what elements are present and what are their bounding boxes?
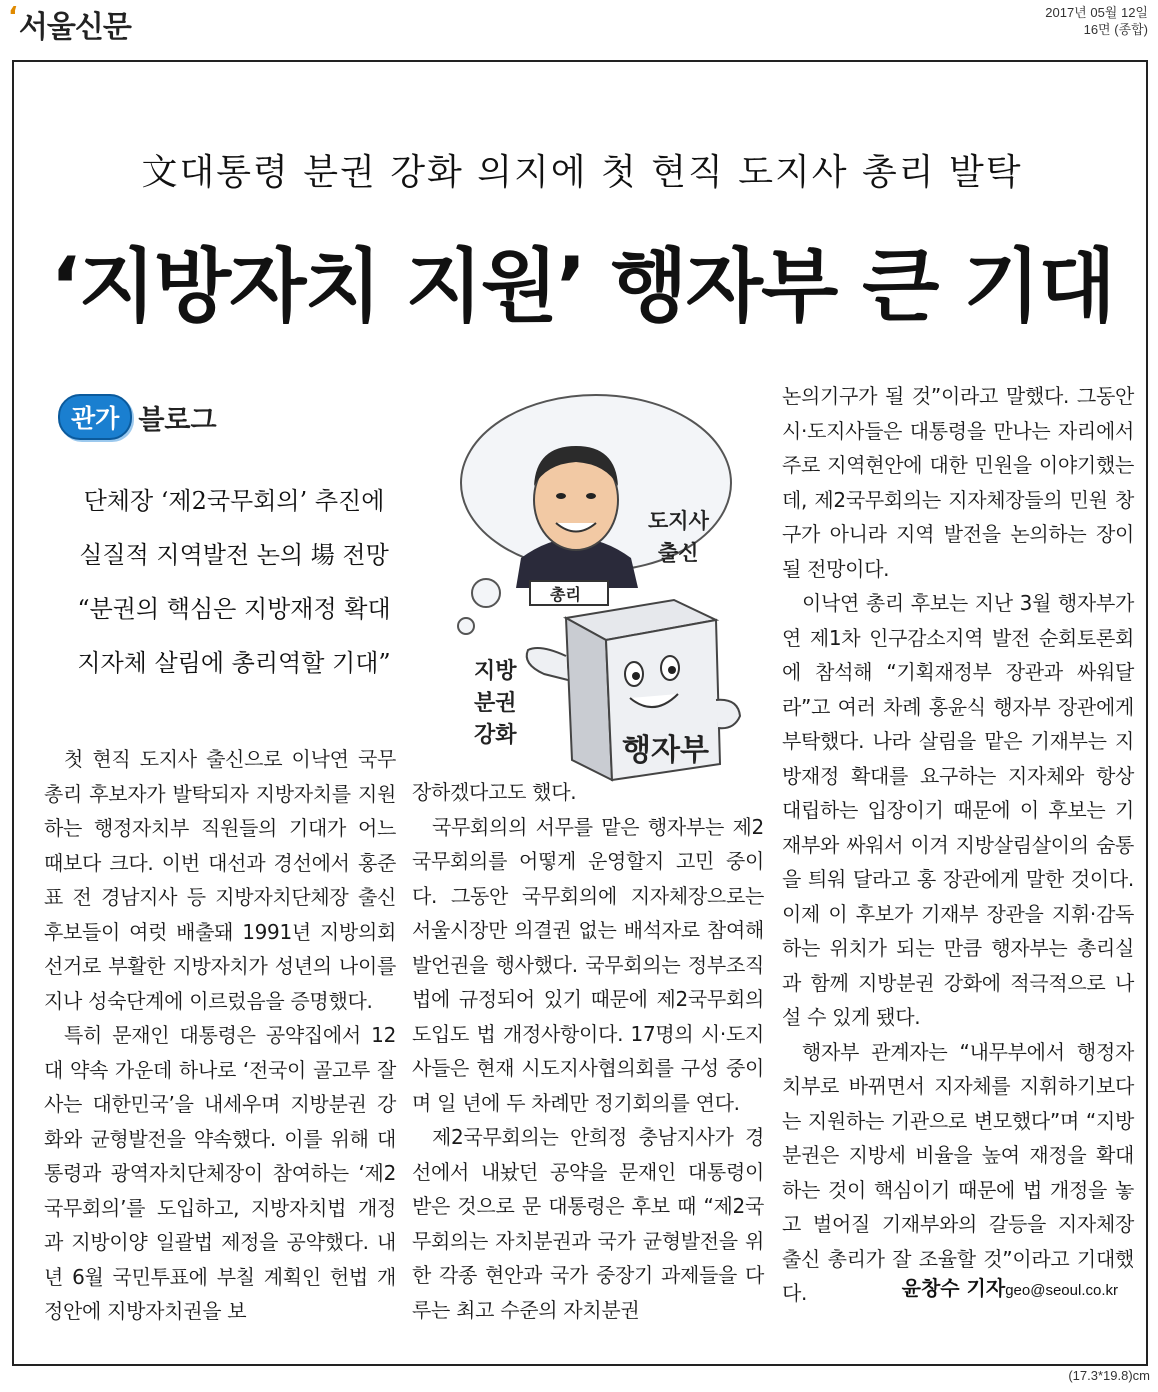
bubble-text-1: 도지사	[648, 509, 709, 533]
eye-shape	[556, 493, 566, 499]
blog-label: 블로그	[138, 404, 217, 436]
bubble-text-2: 출신	[658, 541, 699, 565]
byline-name: 윤창수 기자	[901, 1276, 1006, 1300]
box-arm	[527, 648, 568, 680]
body-paragraph: 행자부 관계자는 “내무부에서 행정자치부로 바뀌면서 지자체를 지휘하기보다는 지원하는 기관으로 변모했다”며 “지방분권은 지방세 비율을 높여 재정을 확대하는 것이 핵심이기 때문에 법 개정을 놓고 벌어질 기재부와의 갈등을 지자체장 출신 총리가 잘 조율할 것”이라고 기대했다.	[782, 1039, 1134, 1305]
article-column-1	[44, 742, 396, 1329]
lead-line: 단체장 ‘제2국무회의’ 추진에	[83, 487, 385, 515]
byline	[902, 1272, 1118, 1301]
issue-page: 16면 (종합)	[1083, 22, 1148, 37]
article-frame	[12, 60, 1148, 1366]
body-paragraph: 논의기구가 될 것”이라고 말했다. 그동안 시·도지사들은 대통령을 만나는 자리에서 주로 지역현안에 대한 민원을 이야기했는데, 제2국무회의는 지자체장들의 민원 창구가 아니라 지역 발전을 논의하는 장이 될 전망이다.	[782, 384, 1134, 581]
article-headline: ‘지방자치 지원’ 행자부 큰 기대	[50, 240, 1114, 333]
box-pupil	[632, 672, 640, 680]
masthead-logo	[8, 2, 131, 46]
body-paragraph: 제2국무회의는 안희정 충남지사가 경선에서 내놨던 공약을 문재인 대통령이 받은 것으로 문 대통령은 후보 때 “제2국무회의는 자치분권과 국가 균형발전을 위한 각종 현안과 국가 중장기 과제들을 다루는 최고 수준의 자치분권	[412, 1125, 764, 1322]
box-arm	[716, 700, 740, 728]
article-column-3	[782, 379, 1134, 1311]
box-pupil	[668, 666, 676, 674]
cartoon-illustration	[416, 388, 776, 788]
article-subheadline: 文대통령 분권 강화 의지에 첫 현직 도지사 총리 발탁	[141, 152, 1023, 193]
byline-email: geo@seoul.co.kr	[1005, 1282, 1118, 1299]
bubble-dot	[458, 618, 474, 634]
nameplate-text: 총리	[550, 585, 581, 604]
body-paragraph: 국무회의의 서무를 맡은 행자부는 제2국무회의를 어떻게 운영할지 고민 중이다. 그동안 국무회의에 지자체장으로는 서울시장만 의결권 없는 배석자로 참여해 발언권을 행사했다. 국무회의는 정부조직법에 규정되어 있기 때문에 제2국무회의 도입도 법 개정사항이다. 17명의 시·도지사들은 현재 시도지사협의회를 구성 중이며 일 년에 두 차례만 정기회의를 연다.	[412, 814, 764, 1115]
side-text-2: 분권	[474, 691, 517, 716]
body-paragraph: 첫 현직 도지사 출신으로 이낙연 국무총리 후보자가 발탁되자 지방자치를 지원하는 행정자치부 직원들의 기대가 어느 때보다 크다. 이번 대선과 경선에서 홍준표 전 경남지사 등 지방자치단체장 출신 후보들이 여럿 배출돼 1991년 지방의회 선거로 부활한 지방자치가 성년의 나이를 지나 성숙단계에 이르렀음을 증명했다.	[44, 747, 396, 1013]
eye-shape	[586, 493, 596, 499]
article-size: (17.3*19.8)cm	[1068, 1368, 1150, 1383]
body-paragraph: 이낙연 총리 후보는 지난 3월 행자부가 연 제1차 인구감소지역 발전 순회토론회에 참석해 “기획재정부 장관과 싸워달라”고 여러 차례 홍윤식 행자부 장관에게 부탁했다. 나라 살림을 맡은 기재부는 지방재정 확대를 요구하는 지자체와 항상 대립하는 입장이기 때문에 이 후보는 기재부와 싸워서 이겨 지방살림살이의 숨통을 틔워 달라고 홍 장관에게 말한 것이다. 이제 이 후보가 기재부 장관을 지휘·감독하는 위치가 되는 만큼 행자부는 총리실과 함께 지방분권 강화에 적극적으로 나설 수 있게 됐다.	[782, 591, 1134, 1029]
issue-date: 2017년 05월 12일	[1045, 5, 1148, 20]
lead-summary	[44, 474, 424, 690]
blog-badge: 관가	[58, 394, 132, 440]
bubble-dot	[472, 579, 500, 607]
side-text-1: 지방	[474, 659, 517, 684]
masthead-name: 서울신문	[18, 10, 131, 45]
box-label: 행자부	[622, 733, 709, 768]
body-paragraph: 특히 문재인 대통령은 공약집에서 12대 약속 가운데 하나로 ‘전국이 골고루 잘사는 대한민국’을 내세우며 지방분권 강화와 균형발전을 약속했다. 이를 위해 대통령과 광역자치단체장이 참여하는 ‘제2국무회의’를 도입하고, 지방자치법 개정과 지방이양 일괄법 제정을 공약했다. 내년 6월 국민투표에 부칠 계획인 헌법 개정안에 지방자치권을 보	[44, 1023, 396, 1323]
lead-line: 실질적 지역발전 논의 場 전망	[79, 541, 389, 569]
lead-line: 지자체 살림에 총리역할 기대”	[77, 649, 391, 677]
side-text-3: 강화	[474, 723, 517, 748]
issue-meta	[1045, 4, 1148, 38]
article-column-2	[412, 775, 764, 1327]
blog-tag	[58, 394, 217, 440]
masthead-tick: ʻ	[8, 2, 17, 32]
body-paragraph: 장하겠다고도 했다.	[412, 780, 577, 804]
lead-line: “분권의 핵심은 지방재정 확대	[77, 595, 391, 623]
